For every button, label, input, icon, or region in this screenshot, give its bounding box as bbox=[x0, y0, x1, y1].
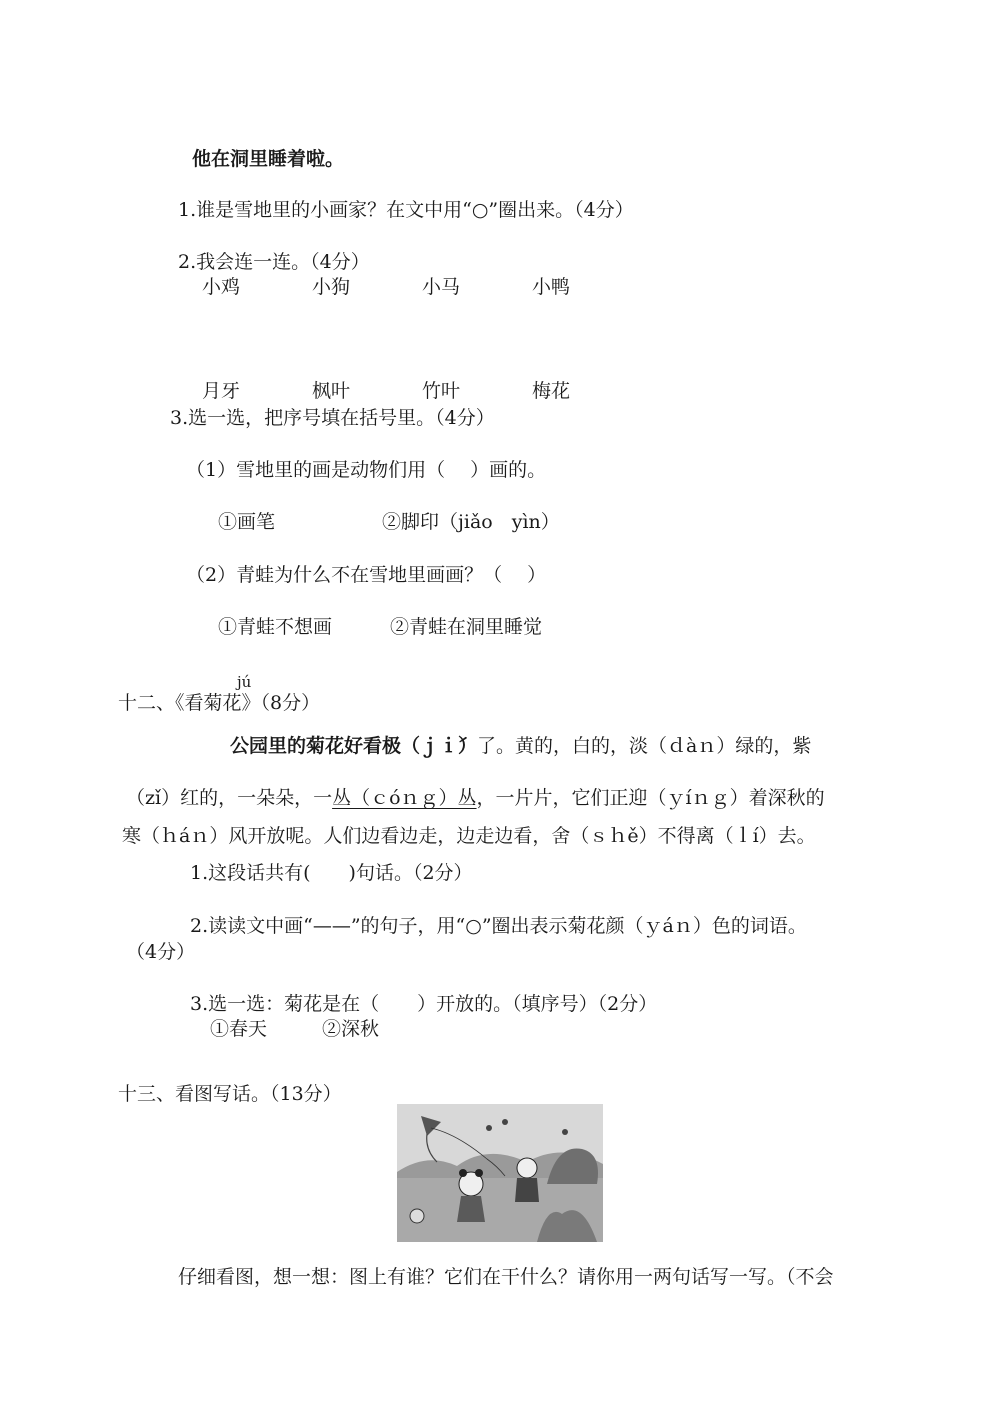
passage-line-1 bbox=[230, 734, 811, 758]
animal-item[interactable]: 小鸭 bbox=[532, 276, 571, 298]
passage-line-2-a: （zǐ）红的，一朵朵，一 bbox=[126, 787, 333, 809]
option-frog-unwilling[interactable]: ①青蛙不想画 bbox=[218, 616, 333, 638]
option-footprint[interactable]: ②脚印（jiǎo yìn） bbox=[382, 511, 560, 533]
option-frog-sleeping[interactable]: ②青蛙在洞里睡觉 bbox=[390, 616, 543, 638]
section-12-q3: 3.选一选：菊花是在（ ）开放的。（填序号）（2分） bbox=[190, 993, 658, 1015]
option-brush[interactable]: ①画笔 bbox=[218, 511, 276, 533]
animal-item[interactable]: 小狗 bbox=[312, 276, 351, 298]
passage-underlined-cong: 丛（ｃóｎｇ）丛 bbox=[332, 787, 477, 809]
kite-scene-icon bbox=[397, 1104, 603, 1242]
passage-line-2 bbox=[126, 786, 825, 810]
section-12-q2: 2.读读文中画“——”的句子，用“○”圈出表示菊花颜（ｙáｎ）色的词语。 bbox=[190, 915, 807, 937]
pinyin-ju: jú bbox=[237, 673, 252, 691]
question-3: 3.选一选，把序号填在括号里。（4分） bbox=[170, 407, 495, 429]
footprint-item[interactable]: 月牙 bbox=[202, 380, 241, 402]
question-3-sub-2: （2）青蛙为什么不在雪地里画画？（ ） bbox=[186, 564, 547, 586]
section-12-q1: 1.这段话共有( )句话。（2分） bbox=[190, 862, 473, 884]
animal-item[interactable]: 小鸡 bbox=[202, 276, 241, 298]
question-1: 1.谁是雪地里的小画家？在文中用“○”圈出来。（4分） bbox=[178, 199, 634, 221]
question-2: 2.我会连一连。（4分） bbox=[178, 251, 370, 273]
kite-flying-illustration bbox=[397, 1104, 603, 1242]
footprint-item[interactable]: 梅花 bbox=[532, 380, 571, 402]
passage-line-1-rest: 了。黄的，白的，淡（ｄàｎ）绿的，紫 bbox=[477, 735, 812, 757]
footprint-item[interactable]: 竹叶 bbox=[422, 380, 461, 402]
section-12-title: 十二、《看菊花》（8分） bbox=[118, 692, 321, 714]
passage-line-2-b: ，一片片，它们正迎（ｙíｎｇ）着深秋的 bbox=[476, 787, 825, 809]
section-13-prompt: 仔细看图，想一想：图上有谁？它们在干什么？请你用一两句话写一写。（不会 bbox=[178, 1266, 834, 1288]
option-late-autumn[interactable]: ②深秋 bbox=[322, 1018, 380, 1040]
animal-item[interactable]: 小马 bbox=[422, 276, 461, 298]
option-spring[interactable]: ①春天 bbox=[210, 1018, 268, 1040]
section-13-title: 十三、看图写话。（13分） bbox=[118, 1083, 342, 1105]
story-tail: 他在洞里睡着啦。 bbox=[192, 148, 345, 170]
question-3-sub-1: （1）雪地里的画是动物们用（ ）画的。 bbox=[186, 459, 547, 481]
section-12-q2-score: （4分） bbox=[126, 941, 196, 963]
passage-line-3: 寒（ｈáｎ）风开放呢。人们边看边走，边走边看，舍（ｓｈě）不得离（ｌí）去。 bbox=[122, 825, 816, 847]
passage-line-1-bold: 公园里的菊花好看极（ｊｉ́） bbox=[230, 735, 478, 757]
footprint-item[interactable]: 枫叶 bbox=[312, 380, 351, 402]
